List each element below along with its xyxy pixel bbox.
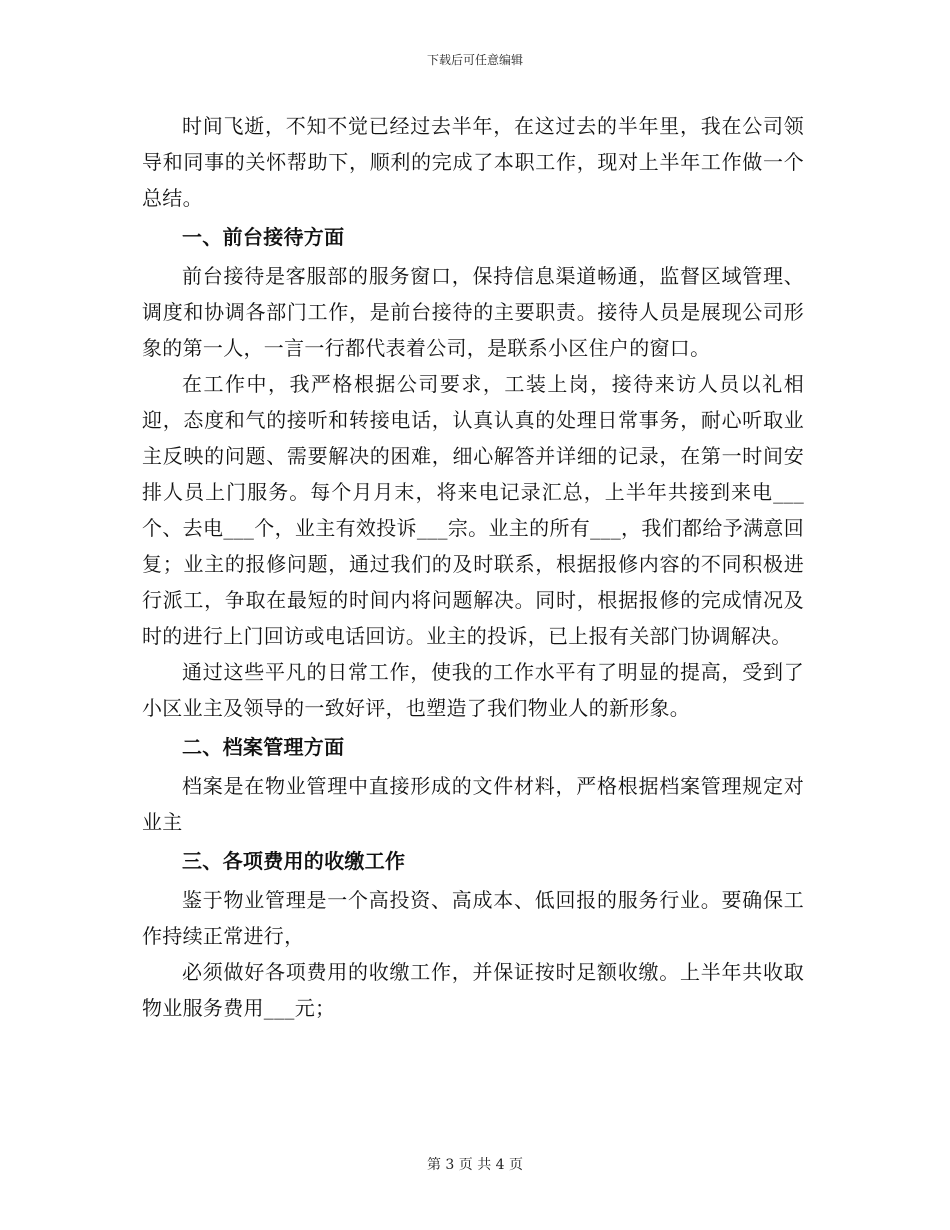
intro-paragraph: 时间飞逝，不知不觉已经过去半年，在这过去的半年里，我在公司领导和同事的关怀帮助下，顺利的完成了本职工作，现对上半年工作做一个总结。 <box>142 114 804 210</box>
section1-paragraph-3: 通过这些平凡的日常工作，使我的工作水平有了明显的提高，受到了小区业主及领导的一致好评，也塑造了我们物业人的新形象。 <box>142 660 804 720</box>
section3-heading: 三、各项费用的收缴工作 <box>182 849 406 873</box>
document-body <box>142 108 804 1026</box>
section2-paragraph-1: 档案是在物业管理中直接形成的文件材料，严格根据档案管理规定对业主 <box>142 774 804 834</box>
page-number-footer: 第 3 页 共 4 页 <box>426 1157 524 1173</box>
section2-heading: 二、档案管理方面 <box>182 735 345 759</box>
section1-heading: 一、前台接待方面 <box>182 225 345 249</box>
page-header-note: 下载后可任意编辑 <box>426 53 523 67</box>
section1-paragraph-1: 前台接待是客服部的服务窗口，保持信息渠道畅通，监督区域管理、调度和协调各部门工作，是前台接待的主要职责。接待人员是展现公司形象的第一人，一言一行都代表着公司，是联系小区住户的窗口。 <box>142 264 804 360</box>
section3-paragraph-2: 必须做好各项费用的收缴工作，并保证按时足额收缴。上半年共收取物业服务费用___元； <box>142 960 804 1020</box>
section1-paragraph-2: 在工作中，我严格根据公司要求，工装上岗，接待来访人员以礼相迎，态度和气的接听和转接电话，认真认真的处理日常事务，耐心听取业主反映的问题、需要解决的困难，细心解答并详细的记录，在第一时间安排人员上门服务。每个月月末，将来电记录汇总，上半年共接到来电___个、去电___个，业主有效投诉___宗。业主的所有___，我们都给予满意回复；业主的报修问题，通过我们的及时联系，根据报修内容的不同积极进行派工，争取在最短的时间内将问题解决。同时，根据报修的完成情况及时的进行上门回访或电话回访。业主的投诉，已上报有关部门协调解决。 <box>142 372 804 648</box>
section3-paragraph-1: 鉴于物业管理是一个高投资、高成本、低回报的服务行业。要确保工作持续正常进行， <box>142 888 804 948</box>
